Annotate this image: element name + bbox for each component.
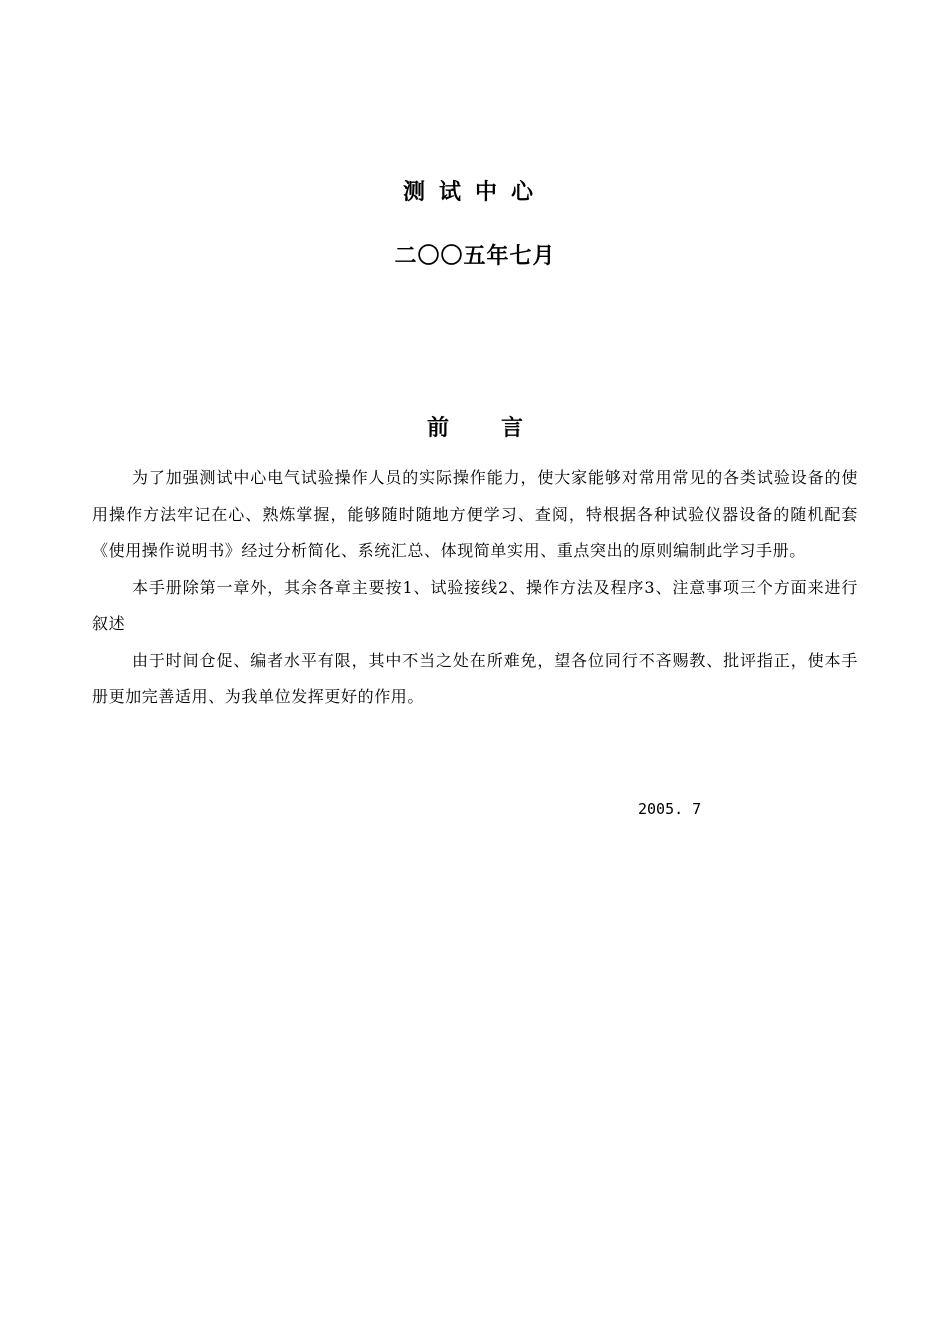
preface-body bbox=[92, 460, 858, 716]
preface-paragraph: 本手册除第一章外，其余各章主要按1、试验接线2、操作方法及程序3、注意事项三个方面来进行叙述 bbox=[92, 577, 858, 633]
organization-title: 测试中心 bbox=[402, 179, 547, 205]
cover-date: 二〇〇五年七月 bbox=[394, 243, 556, 269]
preface-paragraph: 为了加强测试中心电气试验操作人员的实际操作能力，使大家能够对常用常见的各类试验设备的使用操作方法牢记在心、熟炼掌握，能够随时随地方便学习、查阅，特根据各种试验仪器设备的随机配套《使用操作说明书》经过分析简化、系统汇总、体现简单实用、重点突出的原则编制此学习手册。 bbox=[92, 468, 858, 560]
preface-date: 2005. 7 bbox=[638, 800, 702, 818]
preface-paragraph: 由于时间仓促、编者水平有限，其中不当之处在所难免，望各位同行不吝赐教、批评指正，使本手册更加完善适用、为我单位发挥更好的作用。 bbox=[92, 650, 858, 706]
preface-title: 前言 bbox=[426, 415, 575, 441]
